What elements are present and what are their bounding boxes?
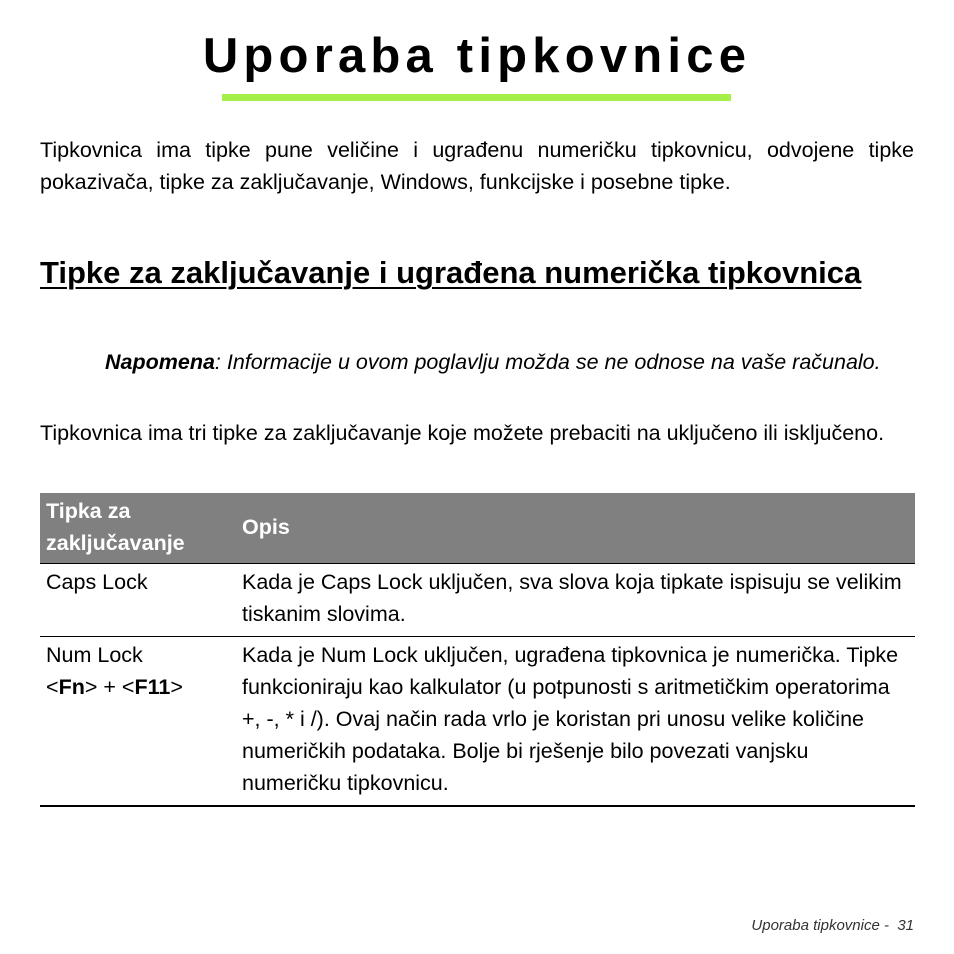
footer-page-number: 31 xyxy=(897,917,914,934)
shortcut-key-fn: Fn xyxy=(58,675,85,699)
shortcut-key-f11: F11 xyxy=(134,675,171,699)
lock-keys-paragraph: Tipkovnica ima tri tipke za zaključavanje koje možete prebaciti na uključeno ili isključeno. xyxy=(40,421,885,445)
lock-keys-table xyxy=(40,493,915,807)
page-title: Uporaba tipkovnice xyxy=(202,29,752,83)
table-cell-description: Kada je Num Lock uključen, ugrađena tipkovnica je numerička. Tipke funkcioniraju kao kalkulator (u potpunosti s aritmetičkim operatorima +, -, * i /). Ovaj način rada vrlo je koristan pri unosu velike količine numeričkih podataka. Bolje bi rješenje bilo povezati vanjsku numeričku tipkovnicu. xyxy=(236,637,915,807)
table-header-description: Opis xyxy=(236,493,915,564)
shortcut-plus: > + < xyxy=(84,675,135,699)
footer-text: Uporaba tipkovnice xyxy=(751,917,880,934)
table-cell-key xyxy=(40,637,236,807)
intro-paragraph: Tipkovnica ima tipke pune veličine i ugrađenu numeričku tipkovnicu, odvojene tipke pokazivača, tipke za zaključavanje, Windows, funkcijske i posebne tipke. xyxy=(40,138,914,194)
shortcut-bracket: < xyxy=(46,675,59,699)
table-header-key: Tipka za zaključavanje xyxy=(40,493,236,564)
shortcut-bracket: > xyxy=(170,675,183,699)
footer-separator: - xyxy=(879,917,898,934)
note-text: : Informacije u ovom poglavlju možda se ne odnose na vaše računalo. xyxy=(214,350,881,374)
num-lock-shortcut xyxy=(46,671,230,703)
table-cell-key: Caps Lock xyxy=(40,564,236,637)
table-header-row xyxy=(40,493,915,564)
note-label: Napomena xyxy=(105,350,215,374)
section-heading xyxy=(40,255,914,291)
table-row xyxy=(40,637,915,807)
note-paragraph xyxy=(105,346,914,378)
page-footer xyxy=(751,917,914,934)
section-heading-text: Tipke za zaključavanje i ugrađena numerička tipkovnica xyxy=(40,255,862,290)
table-row xyxy=(40,564,915,637)
table-cell-description: Kada je Caps Lock uključen, sva slova koja tipkate ispisuju se velikim tiskanim slovima. xyxy=(236,564,915,637)
title-underline-bar xyxy=(222,94,731,101)
num-lock-label: Num Lock xyxy=(46,643,143,667)
